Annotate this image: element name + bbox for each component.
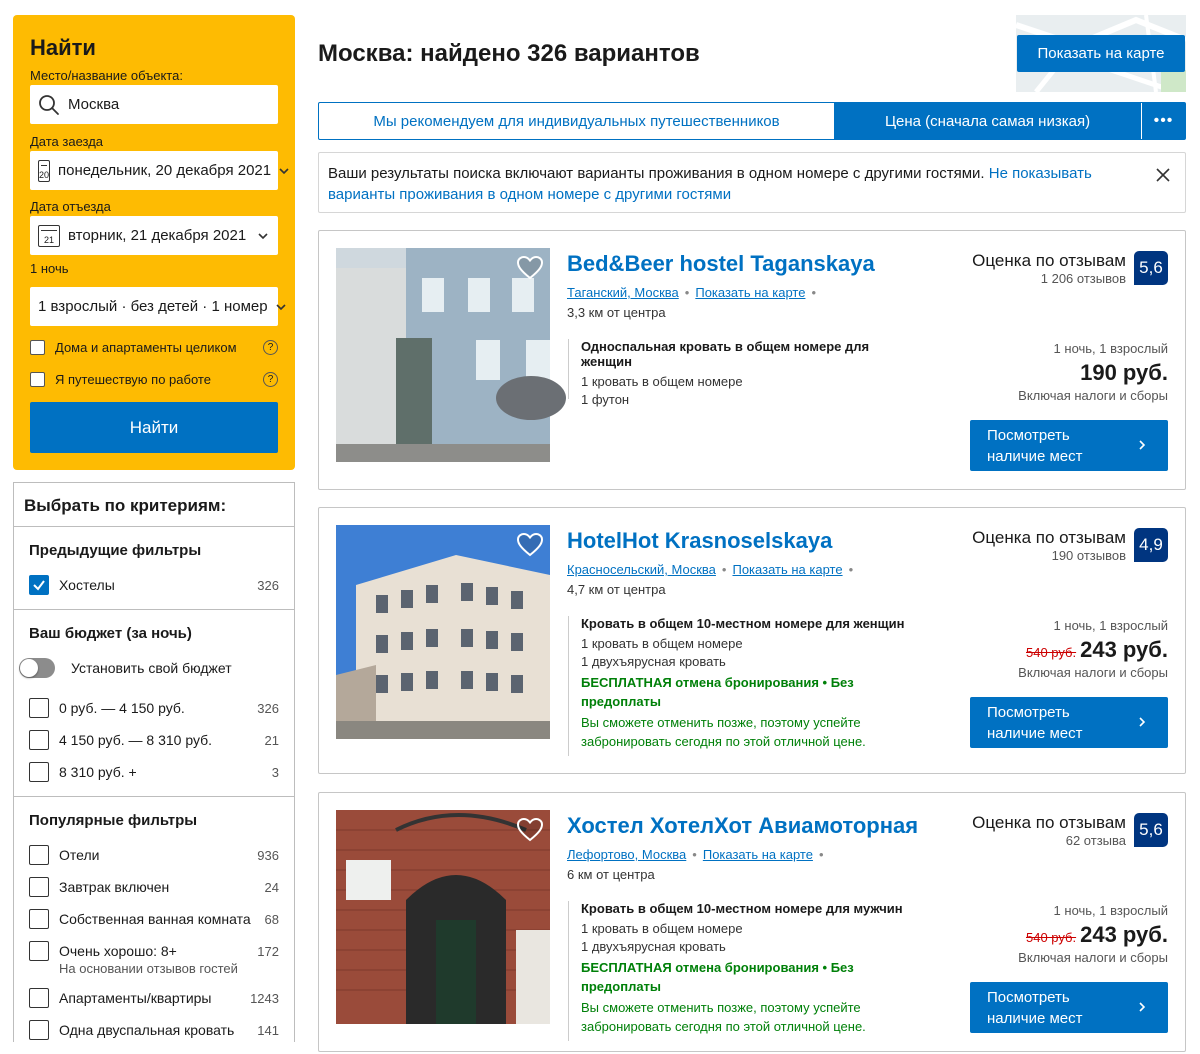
heart-icon[interactable] [516,816,544,844]
filter-label: Отели [59,847,100,863]
district-link[interactable]: Красносельский, Москва [567,562,716,577]
checkin-date-field[interactable] [30,151,278,190]
search-title: Найти [30,35,96,60]
filter-label: 0 руб. — 4 150 руб. [59,700,185,716]
filter-option-budget-3[interactable] [29,756,279,788]
filter-count: 141 [257,1022,279,1038]
review-count: 62 отзыва [1065,833,1126,848]
nights-label: 1 ночь [30,261,69,276]
district-link[interactable]: Лефортово, Москва [567,847,687,862]
checkbox[interactable] [29,698,49,718]
property-card [318,507,1186,774]
filter-count: 21 [264,732,279,748]
property-card [318,792,1186,1052]
filter-option-hotels[interactable] [29,839,279,871]
property-name-link[interactable]: Bed&Beer hostel Taganskaya [567,251,875,276]
room-info [568,339,923,407]
filter-option-budget-1[interactable] [29,692,279,724]
chevron-down-icon [274,300,288,314]
section-title: Предыдущие фильтры [29,542,202,559]
close-icon[interactable] [1155,167,1171,183]
filter-count: 936 [257,847,279,863]
filter-option-breakfast[interactable] [29,871,279,903]
review-score[interactable] [972,251,1168,286]
work-travel-option [30,372,278,387]
price-block [1018,341,1168,403]
checkbox[interactable] [29,762,49,782]
property-location: Лефортово, Москва • Показать на карте • [567,847,824,862]
destination-value: Москва [68,96,120,113]
show-on-map-link[interactable]: Показать на карте [702,847,813,862]
stay-details: 1 ночь, 1 взрослый [1053,341,1168,356]
rating-word: Оценка по отзывам [972,528,1126,547]
bed-info: 1 футон [581,392,630,407]
distance-from-center: 4,7 км от центра [567,582,666,597]
review-count: 1 206 отзывов [1040,271,1126,286]
see-availability-button[interactable]: Посмотреть наличие мест [970,420,1168,471]
score-badge: 5,6 [1134,251,1168,285]
chevron-down-icon [256,229,270,243]
property-photo[interactable] [336,248,550,462]
rating-word: Оценка по отзывам [972,813,1126,832]
see-availability-button[interactable]: Посмотреть наличие мест [970,982,1168,1033]
review-score[interactable] [972,528,1168,563]
original-price: 540 руб. [1026,930,1077,945]
property-photo[interactable] [336,810,550,1024]
search-icon [38,94,60,116]
show-on-map-button[interactable]: Показать на карте [1017,35,1185,72]
taxes-note: Включая налоги и сборы [1018,950,1168,965]
room-name: Односпальная кровать в общем номере для женщин [581,339,870,369]
filter-label: 8 310 руб. + [59,764,137,780]
price: 540 руб. 243 руб. [1026,922,1168,947]
checkbox[interactable] [29,845,49,865]
custom-budget-row [29,652,279,684]
stay-details: 1 ночь, 1 взрослый [1053,618,1168,633]
property-name-link[interactable]: HotelHot Krasnoselskaya [567,528,833,553]
property-photo[interactable] [336,525,550,739]
filter-option-budget-2[interactable] [29,724,279,756]
budget-section [14,610,294,797]
filter-count: 326 [257,577,279,593]
section-title: Популярные фильтры [29,812,198,829]
filter-option-double-bed[interactable] [29,1014,279,1046]
help-icon[interactable]: ? [263,340,278,355]
filter-label: Одна двуспальная кровать [59,1022,235,1038]
room-name: Кровать в общем 10-местном номере для мужчин [581,901,903,916]
heart-icon[interactable] [516,254,544,282]
work-travel-checkbox[interactable] [30,372,45,387]
original-price: 540 руб. [1026,645,1077,660]
filter-option-hostels[interactable] [29,569,279,601]
filter-label: 4 150 руб. — 8 310 руб. [59,732,213,748]
stay-details: 1 ночь, 1 взрослый [1053,903,1168,918]
bed-info: 1 кровать в общем номере [581,636,743,651]
price: 540 руб. 243 руб. [1026,637,1168,662]
score-badge: 4,9 [1134,528,1168,562]
destination-input[interactable] [30,85,278,124]
rating-word: Оценка по отзывам [972,251,1126,270]
destination-label: Место/название объекта: [30,68,183,83]
taxes-note: Включая налоги и сборы [1018,388,1168,403]
checkout-date-field[interactable] [30,216,278,255]
filter-option-apartments[interactable] [29,982,279,1014]
distance-from-center: 3,3 км от центра [567,305,666,320]
filter-count: 1243 [250,990,279,1006]
distance-from-center: 6 км от центра [567,867,655,882]
checkin-label: Дата заезда [30,134,104,149]
heart-icon[interactable] [516,531,544,559]
bed-info: 1 двухъярусная кровать [581,654,726,669]
room-name: Кровать в общем 10-местном номере для женщин [581,616,905,631]
search-button[interactable]: Найти [30,402,278,453]
chevron-right-icon [1136,438,1148,452]
checkbox[interactable] [29,941,49,961]
checkbox[interactable] [29,909,49,929]
review-count: 190 отзывов [1051,548,1126,563]
free-cancellation-note: Вы сможете отменить позже, поэтому успейте забронировать сегодня по этой отличной цене. [581,715,866,749]
bed-info: 1 двухъярусная кровать [581,939,726,954]
checkbox[interactable] [29,730,49,750]
custom-budget-label: Установить свой бюджет [71,660,232,676]
filter-label: Апартаменты/квартиры [59,990,212,1006]
guests-value: 1 взрослый · без детей · 1 номер [38,298,268,315]
bed-info: 1 кровать в общем номере [581,374,743,389]
tab-price-lowest[interactable]: Цена (сначала самая низкая) [834,103,1141,139]
district-link[interactable]: Таганский, Москва [567,285,679,300]
chevron-right-icon [1136,715,1148,729]
property-name-link[interactable]: Хостел ХотелХот Авиамоторная [567,813,919,838]
sort-tabs [318,102,1186,140]
bed-info: 1 кровать в общем номере [581,921,743,936]
page-title: Москва: найдено 326 вариантов [318,40,700,67]
score-badge: 5,6 [1134,813,1168,847]
guests-selector[interactable] [30,287,278,326]
checkbox[interactable] [29,988,49,1008]
price-block [1018,903,1168,965]
price-block [1018,618,1168,680]
filter-count: 3 [271,764,279,780]
property-location: Таганский, Москва • Показать на карте • [567,285,816,300]
price: 190 руб. [1080,360,1168,385]
checkbox[interactable] [29,877,49,897]
filter-count: 326 [257,700,279,716]
filters-title: Выбрать по критериям: [14,483,294,527]
filter-label: Завтрак включен [59,879,170,895]
filter-label: Хостелы [59,577,115,593]
checkmark-icon [32,578,46,592]
checkbox[interactable] [29,1020,49,1040]
shared-room-notice [318,152,1186,213]
free-cancellation: БЕСПЛАТНАЯ отмена бронирования • Без предоплаты [581,960,854,994]
entire-homes-checkbox[interactable] [30,340,45,355]
checkin-value: понедельник, 20 декабря 2021 [58,162,272,179]
room-info [568,616,923,756]
show-on-map-link[interactable]: Показать на карте [732,562,843,577]
property-location: Красносельский, Москва • Показать на карте • [567,562,854,577]
help-icon[interactable]: ? [263,372,278,387]
search-panel [13,15,295,470]
section-title: Ваш бюджет (за ночь) [29,625,192,642]
review-score[interactable] [972,813,1168,848]
notice-text: Ваши результаты поиска включают варианты проживания в одном номере с другими гостями. [328,165,989,182]
checkout-value: вторник, 21 декабря 2021 [68,227,247,244]
hide-shared-link[interactable]: Не показывать варианты проживания в одном номере с другими гостями [328,165,1092,203]
see-availability-button[interactable]: Посмотреть наличие мест [970,697,1168,748]
show-on-map-link[interactable]: Показать на карте [695,285,806,300]
entire-homes-option [30,340,278,355]
filter-label: Очень хорошо: 8+ [59,943,177,959]
entire-homes-label: Дома и апартаменты целиком [55,340,237,355]
filter-note: На основании отзывов гостей [59,961,238,976]
filter-count: 24 [264,879,279,895]
filter-count: 68 [264,911,279,927]
free-cancellation-note: Вы сможете отменить позже, поэтому успейте забронировать сегодня по этой отличной цене. [581,1000,866,1034]
filter-count: 172 [257,943,279,959]
checkbox-checked[interactable] [29,575,49,595]
custom-budget-toggle[interactable] [19,658,55,678]
work-travel-label: Я путешествую по работе [55,372,211,387]
checkout-label: Дата отъезда [30,199,111,214]
calendar-icon: 20 [38,160,50,182]
filters-panel [13,482,295,1042]
chevron-right-icon [1136,1000,1148,1014]
free-cancellation: БЕСПЛАТНАЯ отмена бронирования • Без предоплаты [581,675,854,709]
tab-recommended[interactable]: Мы рекомендуем для индивидуальных путешественников [373,112,780,130]
popular-filters-section [14,797,294,1054]
taxes-note: Включая налоги и сборы [1018,665,1168,680]
property-card [318,230,1186,490]
filter-label: Собственная ванная комната [59,911,251,927]
calendar-icon: 21 [38,225,60,247]
more-sort-options-button[interactable]: ••• [1141,103,1185,139]
room-info [568,901,923,1041]
chevron-down-icon [277,164,291,178]
previous-filters-section [14,527,294,610]
filter-option-private-bathroom[interactable] [29,903,279,935]
